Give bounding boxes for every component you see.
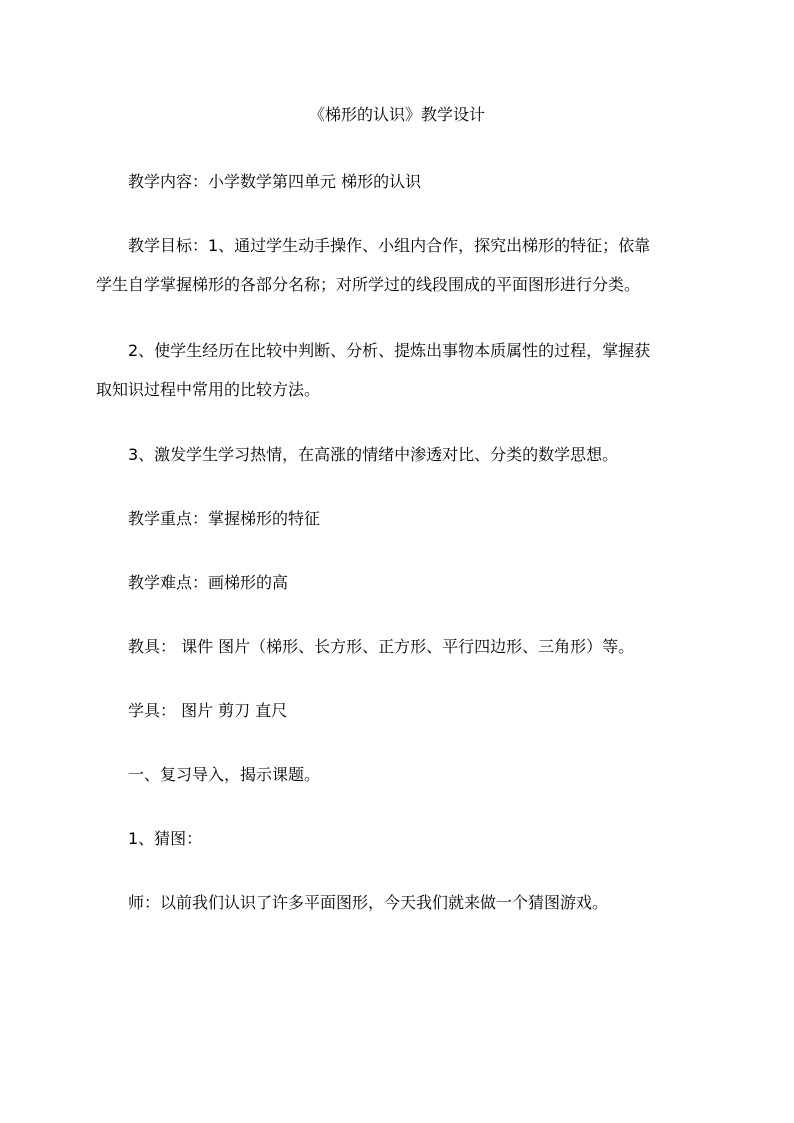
student-aids: 学具： 图片 剪刀 直尺 [128,701,288,720]
key-point: 教学重点：掌握梯形的特征 [128,509,321,528]
teaching-aids: 教具： 课件 图片（梯形、长方形、正方形、平行四边形、三角形）等。 [128,637,635,656]
teacher-line: 师：以前我们认识了许多平面图形，今天我们就来做一个猜图游戏。 [128,893,609,912]
objective-3: 3、激发学生学习热情，在高涨的情绪中渗透对比、分类的数学思想。 [128,445,619,464]
teaching-content: 教学内容：小学数学第四单元 梯形的认识 [128,172,422,191]
section-heading-1: 一、复习导入，揭示课题。 [128,765,321,784]
step-1: 1、猜图： [128,829,203,848]
difficulty: 教学难点：画梯形的高 [128,573,289,592]
objective-1-line-2: 学生自学掌握梯形的各部分名称；对所学过的线段围成的平面图形进行分类。 [96,275,641,294]
objective-2-line-1: 2、使学生经历在比较中判断、分析、提炼出事物本质属性的过程，掌握获 [128,341,651,360]
document-title: 《梯形的认识》教学设计 [308,105,485,124]
objective-2-line-2: 取知识过程中常用的比较方法。 [96,380,321,399]
objective-1-line-1: 教学目标：1、通过学生动手操作、小组内合作，探究出梯形的特征；依靠 [128,236,651,255]
